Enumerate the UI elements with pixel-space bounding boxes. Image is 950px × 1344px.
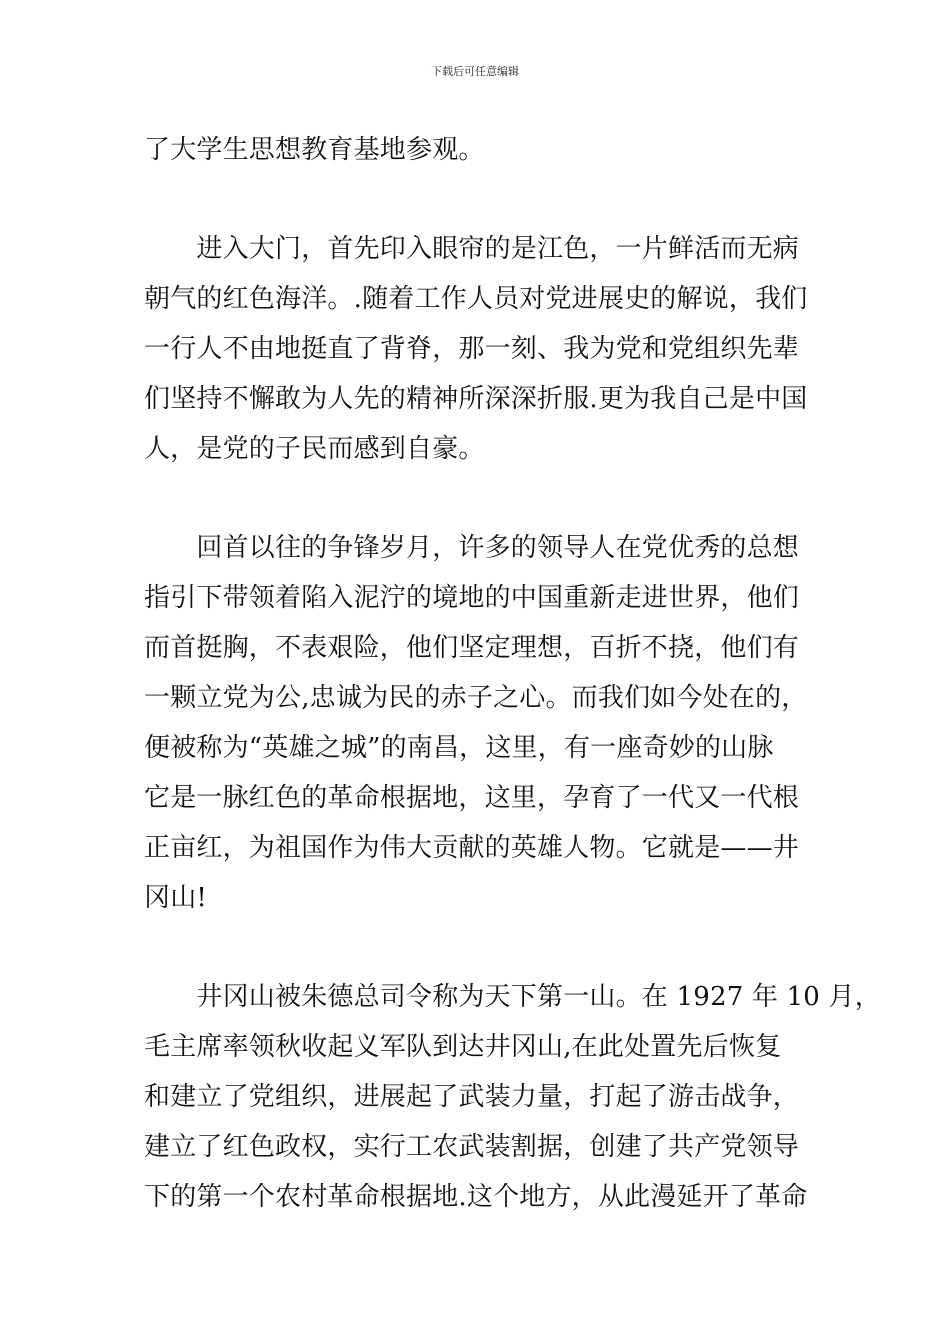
text-line: 了大学生思想教育基地参观。 <box>144 135 485 165</box>
text-line: 指引下带领着陷入泥泞的境地的中国重新走进世界，他们 <box>144 583 800 613</box>
text-line: 朝气的红色海洋。.随着工作人员对党进展史的解说，我们 <box>144 284 808 314</box>
text-line: 便被称为“英雄之城”的南昌，这里，有一座奇妙的山脉 <box>144 733 774 763</box>
text-line: 人，是党的子民而感到自豪。 <box>144 434 485 464</box>
text-line: 一行人不由地挺直了背脊，那一刻、我为党和党组织先辈 <box>144 334 800 364</box>
text-line: 而首挺胸，不表艰险，他们坚定理想，百折不挠，他们有 <box>144 633 800 663</box>
text-line: 们坚持不懈敢为人先的精神所深深折服.更为我自己是中国 <box>144 384 808 414</box>
text-line: 正亩红，为祖国作为伟大贡献的英雄人物。它就是——井 <box>144 833 800 863</box>
text-line: 毛主席率领秋收起义军队到达井冈山,在此处置先后恢复 <box>144 1032 782 1062</box>
text-line: 井冈山被朱德总司令称为天下第一山。在 1927 年 10 月， <box>144 982 881 1012</box>
text-line: 建立了红色政权，实行工农武装割据，创建了共产党领导 <box>144 1132 800 1162</box>
text-line: 回首以往的争锋岁月，许多的领导人在党优秀的总想 <box>144 533 800 563</box>
text-line: 一颗立党为公,忠诚为民的赤子之心。而我们如今处在的， <box>144 683 808 713</box>
text-line: 进入大门，首先印入眼帘的是江色，一片鲜活而无病 <box>144 234 800 264</box>
text-line: 和建立了党组织，进展起了武装力量，打起了游击战争， <box>144 1082 800 1112</box>
text-line: 下的第一个农村革命根据地.这个地方，从此漫延开了革命 <box>144 1182 808 1212</box>
page-header: 下载后可任意编辑 <box>431 65 519 78</box>
text-line: 冈山! <box>144 883 208 913</box>
text-line: 它是一脉红色的革命根据地，这里，孕育了一代又一代根 <box>144 783 800 813</box>
